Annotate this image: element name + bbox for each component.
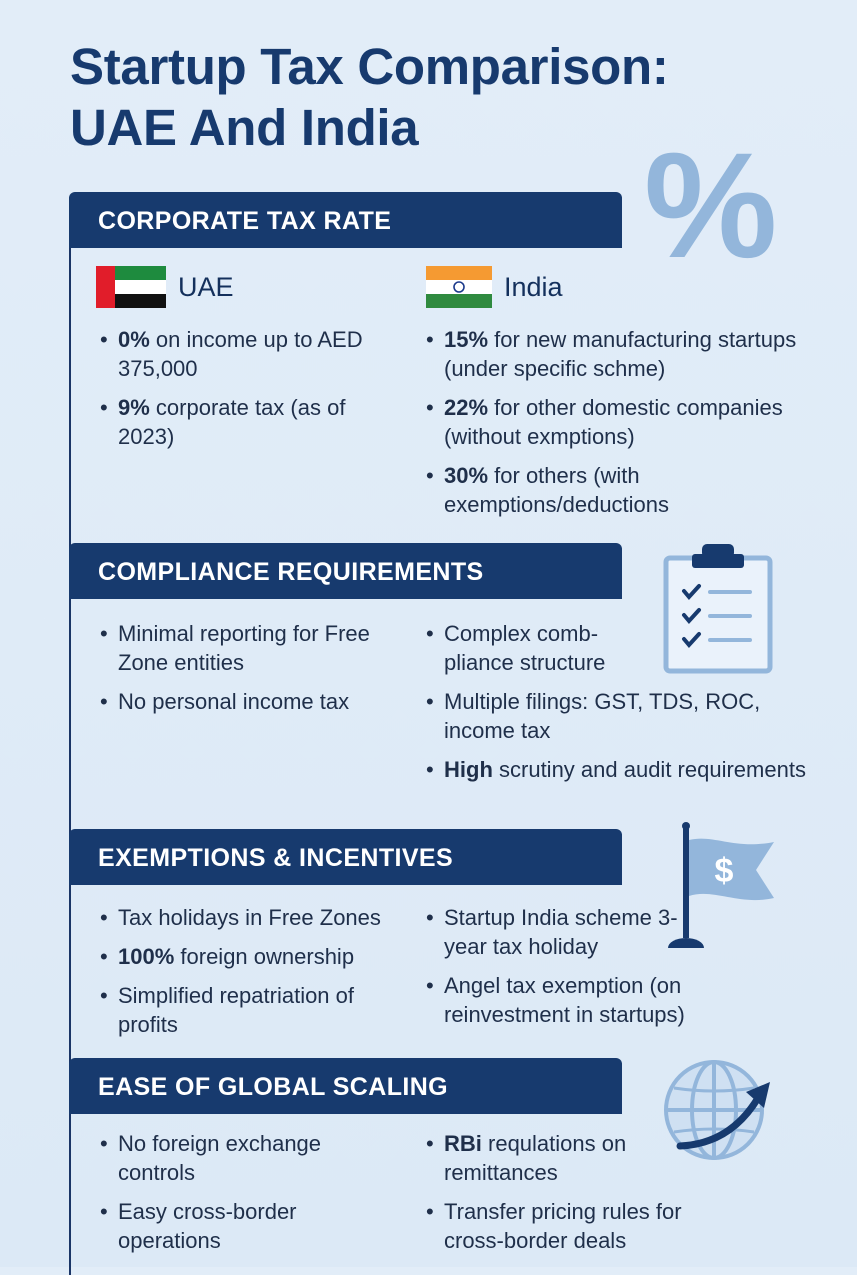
uae-compliance-list bbox=[100, 619, 400, 726]
list-item: • 15% for new manufacturing startups (under specific schme) bbox=[426, 325, 806, 383]
list-item: • Minimal reporting for Free Zone entities bbox=[100, 619, 400, 677]
list-item: • 0% on income up to AED 375,000 bbox=[100, 325, 390, 383]
india-corporate-tax-list bbox=[426, 325, 806, 529]
uae-flag-icon bbox=[96, 266, 166, 308]
list-item: • Simplified repatriation of profits bbox=[100, 981, 378, 1039]
svg-text:$: $ bbox=[714, 852, 734, 890]
list-item: • 100% foreign ownership bbox=[100, 942, 410, 971]
india-label: India bbox=[504, 271, 563, 302]
uae-header bbox=[96, 266, 234, 308]
india-flag-icon bbox=[426, 266, 492, 308]
section-heading-exemptions: EXEMPTIONS & INCENTIVES bbox=[69, 829, 622, 885]
section-heading-corporate-tax: CORPORATE TAX RATE bbox=[69, 192, 622, 248]
list-item: • 22% for other domestic companies (without exmptions) bbox=[426, 393, 806, 451]
list-item: • 9% corporate tax (as of 2023) bbox=[100, 393, 390, 451]
list-item: • 30% for others (with exemptions/deductions bbox=[426, 461, 806, 519]
list-item: • High scrutiny and audit requirements bbox=[426, 755, 816, 784]
india-scaling-list bbox=[426, 1129, 816, 1265]
percent-icon: % bbox=[644, 121, 778, 289]
india-compliance-list bbox=[426, 619, 816, 794]
page-title bbox=[70, 36, 669, 158]
title-line-2: UAE And India bbox=[70, 99, 419, 156]
section-timeline-line bbox=[69, 245, 71, 1275]
uae-label: UAE bbox=[178, 271, 234, 302]
list-item: • Angel tax exemption (on reinvestment in startups) bbox=[426, 971, 754, 1029]
list-item: • RBi requlations on remittances bbox=[426, 1129, 674, 1187]
section-heading-compliance: COMPLIANCE REQUIREMENTS bbox=[69, 543, 622, 599]
list-item: • Startup India scheme 3-year tax holiday bbox=[426, 903, 694, 961]
uae-scaling-list bbox=[100, 1129, 400, 1265]
india-exemptions-list bbox=[426, 903, 816, 1039]
list-item: • No foreign exchange controls bbox=[100, 1129, 368, 1187]
title-line-1: Startup Tax Comparison: bbox=[70, 38, 669, 95]
list-item: • Transfer pricing rules for cross-border deals bbox=[426, 1197, 744, 1255]
list-item: • No personal income tax bbox=[100, 687, 400, 716]
uae-exemptions-list bbox=[100, 903, 410, 1049]
list-item: • Tax holidays in Free Zones bbox=[100, 903, 410, 932]
section-heading-global-scaling: EASE OF GLOBAL SCALING bbox=[69, 1058, 622, 1114]
uae-corporate-tax-list bbox=[100, 325, 390, 461]
list-item: • Complex comb-pliance structure bbox=[426, 619, 654, 677]
list-item: • Multiple filings: GST, TDS, ROC, income tax bbox=[426, 687, 816, 745]
list-item: • Easy cross-border operations bbox=[100, 1197, 348, 1255]
india-header bbox=[426, 266, 563, 308]
